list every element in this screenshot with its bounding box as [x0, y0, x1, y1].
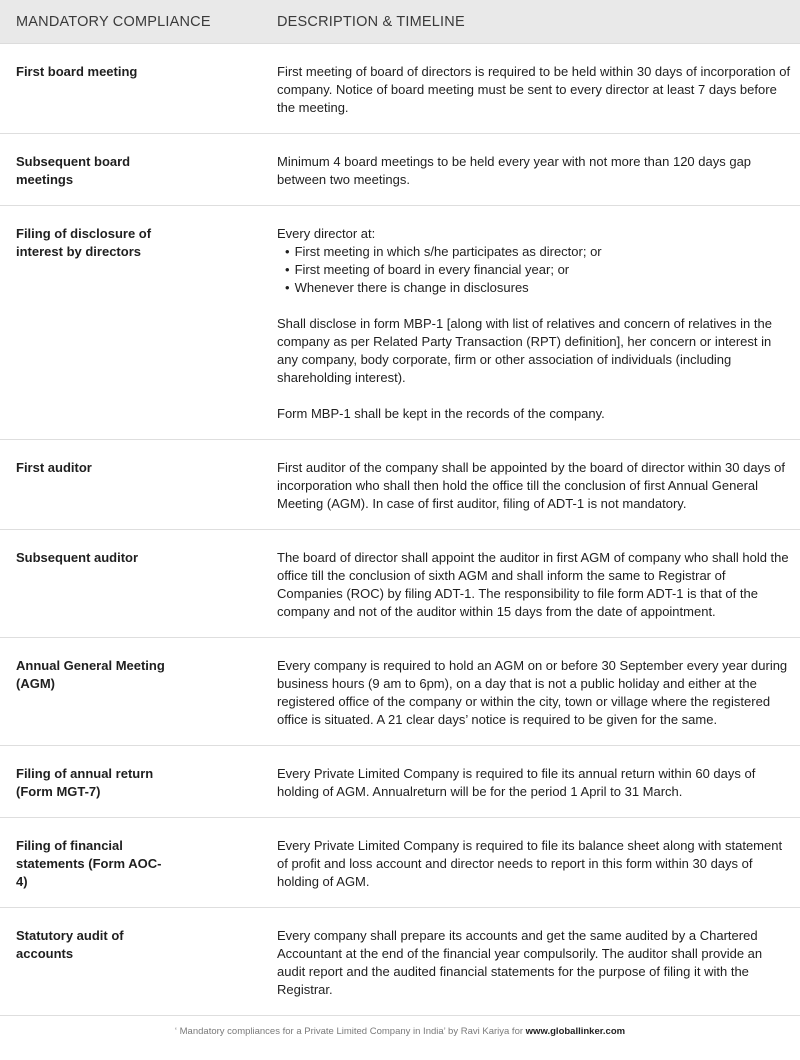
description-intro: Every director at: [277, 226, 376, 241]
row-description [261, 225, 800, 423]
row-title: Filing of financial statements (Form AOC-4) [16, 838, 162, 889]
table-row [0, 206, 800, 440]
table-row [0, 638, 800, 746]
row-title: Subsequent board meetings [16, 154, 131, 187]
header-description-timeline: DESCRIPTION & TIMELINE [277, 13, 465, 30]
description-bullet-list [277, 243, 792, 297]
row-description: Every company shall prepare its accounts and get the same audited by a Chartered Accountant at the end of the financial year compulsorily. The auditor shall provide an audit report and the audited financial statements for the purpose of filing it with the Registrar. [277, 928, 763, 997]
row-title: Statutory audit of accounts [16, 928, 124, 961]
description-paragraph: Shall disclose in form MBP-1 [along with list of relatives and concern of relatives in the company as per Related Party Transaction (RPT) definition], her concern or interest in any company, body corporate, firm or other association of individuals (including shareholding interest). [277, 316, 772, 385]
table-row [0, 440, 800, 530]
footer-credit-text: ‘ Mandatory compliances for a Private Limited Company in India’ by Ravi Kariya for [174, 1026, 524, 1037]
table-row [0, 530, 800, 638]
row-description: Every Private Limited Company is required to file its balance sheet along with statement of profit and loss account and director needs to report in this form within 30 days of holding of AGM. [277, 838, 783, 889]
row-description: First auditor of the company shall be appointed by the board of director within 30 days of incorporation who shall then hold the office till the conclusion of first Annual General Meeting (AGM). In case of first auditor, filing of ADT-1 is not mandatory. [277, 460, 786, 511]
table-row [0, 818, 800, 908]
table-row [0, 908, 800, 1016]
list-item: • First meeting of board in every financial year; or [285, 261, 792, 279]
table-row [0, 44, 800, 134]
row-description: Minimum 4 board meetings to be held every year with not more than 120 days gap between two meetings. [277, 154, 752, 187]
row-description: The board of director shall appoint the auditor in first AGM of company who shall hold the office till the conclusion of sixth AGM and shall inform the same to Registrar of Companies (ROC) by filing ADT-1. The responsibility to file form ADT-1 is that of the company and not of the auditor within 15 days from the date of appointment. [277, 550, 789, 619]
row-description: Every company is required to hold an AGM on or before 30 September every year during business hours (9 am to 6pm), on a day that is not a public holiday and either at the registered office of the company or within the city, town or village where the registered office is situated. A 21 clear days’ notice is required to be given for the same. [277, 658, 788, 727]
header-mandatory-compliance: MANDATORY COMPLIANCE [16, 13, 211, 30]
description-paragraph: Form MBP-1 shall be kept in the records of the company. [277, 406, 605, 421]
table-row [0, 746, 800, 818]
list-item: • Whenever there is change in disclosures [285, 279, 792, 297]
row-title: Annual General Meeting (AGM) [16, 658, 165, 691]
row-description: Every Private Limited Company is required to file its annual return within 60 days of holding of AGM. Annualreturn will be for the period 1 April to 31 March. [277, 766, 756, 799]
footer-site-link[interactable]: www.globallinker.com [525, 1026, 626, 1037]
footer-credit [0, 1026, 800, 1037]
row-title: Subsequent auditor [16, 550, 139, 565]
row-title: Filing of annual return (Form MGT-7) [16, 766, 154, 799]
table-body [0, 44, 800, 1016]
table-header [0, 0, 800, 44]
list-item: • First meeting in which s/he participates as director; or [285, 243, 792, 261]
row-title: Filing of disclosure of interest by directors [16, 226, 152, 259]
row-title: First auditor [16, 460, 92, 475]
table-row [0, 134, 800, 206]
row-title: First board meeting [16, 64, 138, 79]
row-description: First meeting of board of directors is required to be held within 30 days of incorporation of company. Notice of board meeting must be sent to every director at least 7 days before the meeting. [277, 64, 791, 115]
